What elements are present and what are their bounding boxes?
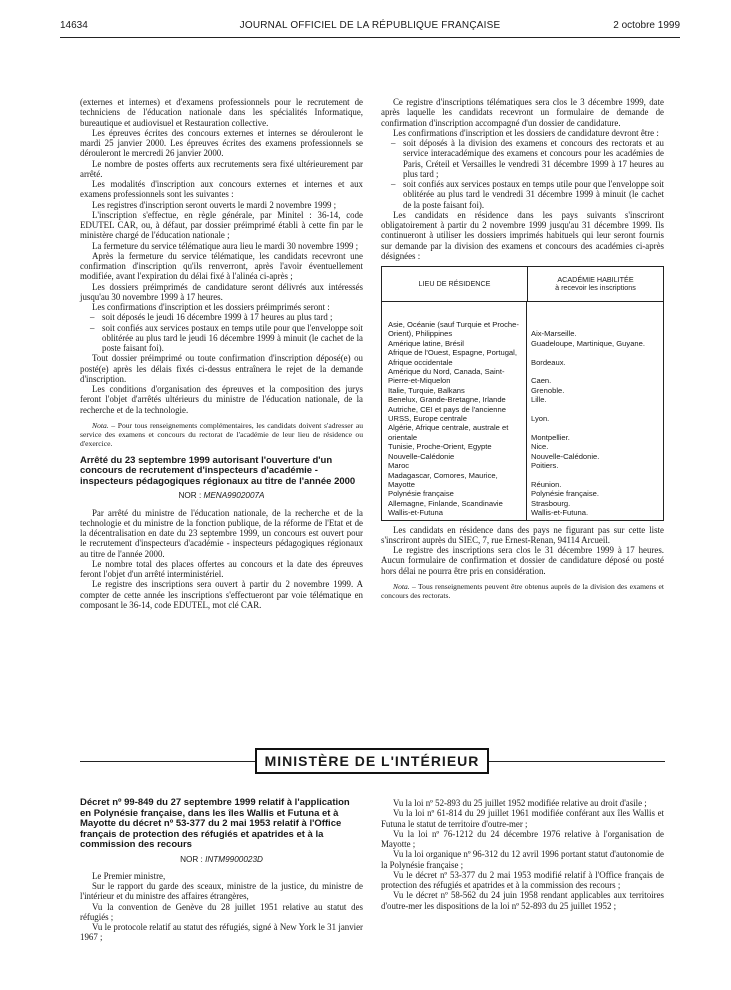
table-cell-residence: Afrique occidentale bbox=[388, 357, 453, 367]
table-cell-academie: Montpellier. bbox=[531, 432, 570, 442]
paragraph: (externes et internes) et d'examens professionnels pour le recrutement de techniciens de l'éducation nationale dans les spécialités Informatique, bureautique et audiovisuel et Restauration collective. bbox=[80, 97, 363, 128]
table-row-spacer bbox=[531, 423, 659, 432]
section-rule-left bbox=[80, 761, 255, 762]
table-cell-academie: Réunion. bbox=[531, 479, 562, 489]
paragraph: Après la fermeture du service télématique, les candidats recevront une confirmation d'inscription qu'ils renverront, après l'avoir éventuellement modifiée, avant l'expiration du délai fixé à l'alinéa ci-après ; bbox=[80, 250, 363, 282]
paragraph: L'inscription s'effectue, en règle générale, par Minitel : 36-14, code EDUTEL CAR, ou, à défaut, par dossier préimprimé établi à cette fin par le ministère chargé de l'éducation nationale ; bbox=[80, 209, 363, 241]
table-cell-academie: Grenoble. bbox=[531, 385, 565, 395]
table-cell-residence: Autriche, CEI et pays de l'ancienne bbox=[388, 404, 506, 414]
paragraph: Les modalités d'inscription aux concours externes et internes et aux examens professionnels sont les suivantes : bbox=[80, 179, 363, 200]
table-cell-academie: Lille. bbox=[531, 395, 547, 405]
academie-column bbox=[527, 302, 663, 520]
table-row-spacer bbox=[531, 405, 659, 414]
residence-table bbox=[381, 266, 664, 521]
paragraph: Vu le décret nº 58-562 du 24 juin 1958 rendant applicables aux territoires d'outre-mer les dispositions de la loi nº 52-893 du 25 juillet 1952 ; bbox=[381, 890, 664, 911]
paragraph: Les candidats en résidence dans les pays suivants s'inscriront obligatoirement à partir du 2 novembre 1999 jusqu'au 31 décembre 1999. Ils continueront à utiliser les dossiers imprimés habituels qui leur seront fournis sur demande par la division des examens et concours des académies ci-après désignées : bbox=[381, 209, 664, 261]
table-row-spacer bbox=[531, 367, 659, 376]
table-cell-academie: Lyon. bbox=[531, 414, 550, 423]
page-number: 14634 bbox=[60, 20, 88, 31]
nota-label: Nota. bbox=[393, 581, 410, 591]
table-cell-academie: Poitiers. bbox=[531, 461, 559, 471]
paragraph: Le registre des inscriptions sera clos le 31 décembre 1999 à 17 heures. Aucun formulaire de confirmation et dossier de candidature déposé ou posté hors délai ne pourra être pris en considération. bbox=[381, 545, 664, 576]
nota-text: – Pour tous renseignements complémentaires, les candidats doivent s'adresser au service des examens et concours du rectorat de l'académie de leur lieu de résidence ou d'exercice. bbox=[80, 420, 363, 448]
paragraph: Vu la loi nº 76-1212 du 24 décembre 1976 relative à l'organisation de Mayotte ; bbox=[381, 828, 664, 849]
table-header bbox=[382, 267, 663, 302]
table-cell-academie: Guadeloupe, Martinique, Guyane. bbox=[531, 338, 645, 348]
table-cell-residence: Pierre-et-Miquelon bbox=[388, 376, 451, 386]
table-row-spacer bbox=[531, 470, 659, 479]
paragraph: Le registre des inscriptions sera ouvert à partir du 2 novembre 1999. A compter de cette année les inscriptions s'effectueront par voie télématique en composant le 36-14, code EDUTEL, mot clé CAR. bbox=[80, 579, 363, 610]
decret-left-column bbox=[80, 798, 363, 943]
table-cell-residence: Asie, Océanie (sauf Turquie et Proche- bbox=[388, 320, 519, 329]
table-body bbox=[382, 302, 663, 520]
issue-date: 2 octobre 1999 bbox=[613, 20, 680, 31]
list-item: – soit confiés aux services postaux en temps utile pour que l'enveloppe soit oblitérée au plus tard le jeudi 16 décembre 1999 à minuit (le cachet de la poste faisant foi). bbox=[90, 322, 363, 353]
table-cell-academie: Polynésie française. bbox=[531, 489, 599, 499]
table-cell-residence: Madagascar, Comores, Maurice, bbox=[388, 470, 498, 480]
table-cell-residence: Amérique latine, Brésil bbox=[388, 338, 464, 348]
paragraph: Les confirmations d'inscription et les dossiers préimprimés seront : bbox=[92, 302, 330, 312]
table-cell-residence: Benelux, Grande-Bretagne, Irlande bbox=[388, 395, 506, 405]
arrete-title: Arrêté du 23 septembre 1999 autorisant l'ouverture d'un concours de recrutement d'inspecteurs d'académie - inspecteurs pédagogiques régionaux au titre de l'année 2000 bbox=[80, 454, 356, 487]
paragraph: Les conditions d'organisation des épreuves et la composition des jurys feront l'objet d'arrêtés ultérieurs du ministre de l'éducation nationale, de la recherche et de la technologie. bbox=[80, 384, 363, 415]
table-cell-residence: Polynésie française bbox=[388, 489, 454, 499]
arrete-nor: NOR : MENA9902007A bbox=[178, 491, 265, 501]
table-row-spacer bbox=[531, 348, 659, 357]
decret-title: Décret nº 99-849 du 27 septembre 1999 relatif à l'application en Polynésie française, dans les îles Wallis et Futuna et à Mayotte du décret nº 53-377 du 2 mai 1953 relatif à l'Office français de protection des réfugiés et apatrides et à la commission des recours bbox=[80, 797, 350, 850]
table-cell-academie: Strasbourg. bbox=[531, 498, 571, 508]
nota-note bbox=[381, 582, 664, 600]
column-header-academie: ACADÉMIE HABILITÉE à recevoir les inscriptions bbox=[555, 274, 636, 292]
paragraph: Les registres d'inscription seront ouverts le mardi 2 novembre 1999 ; bbox=[92, 199, 337, 210]
paragraph: Sur le rapport du garde des sceaux, ministre de la justice, du ministre de l'intérieur et du ministre des affaires étrangères, bbox=[80, 881, 363, 902]
table-cell-residence: Nouvelle-Calédonie bbox=[388, 451, 455, 461]
page-header bbox=[60, 20, 680, 34]
paragraph: Le Premier ministre, bbox=[92, 870, 166, 881]
table-cell-residence: orientale bbox=[388, 432, 418, 442]
paragraph: Les dossiers préimprimés de candidature seront délivrés aux intéressés jusqu'au 30 novembre 1999 à 17 heures. bbox=[80, 281, 363, 302]
paragraph: Les candidats en résidence dans des pays ne figurant pas sur cette liste s'inscriront auprès du SIEC, 7, rue Ernest-Renan, 94114 Arcueil. bbox=[381, 524, 664, 545]
right-column bbox=[381, 97, 664, 600]
paragraph: Tout dossier préimprimé ou toute confirmation d'inscription déposé(e) ou posté(e) après les délais fixés ci-dessus entraînera le rejet de la demande d'inscription. bbox=[80, 353, 363, 384]
table-cell-residence: Afrique de l'Ouest, Espagne, Portugal, bbox=[388, 348, 517, 358]
decret-nor-code: INTM9900023D bbox=[205, 854, 263, 864]
column-header-residence: LIEU DE RÉSIDENCE bbox=[382, 267, 528, 301]
paragraph: Vu la convention de Genève du 28 juillet 1951 relative au statut des réfugiés ; bbox=[80, 901, 363, 922]
table-cell-residence: Algérie, Afrique centrale, australe et bbox=[388, 423, 509, 433]
paragraph: La fermeture du service télématique aura lieu le mardi 30 novembre 1999 ; bbox=[92, 240, 359, 251]
table-cell-residence: Orient), Philippines bbox=[388, 329, 453, 339]
decret-nor: NOR : INTM9900023D bbox=[180, 854, 263, 864]
paragraph: Le nombre de postes offerts aux recrutements sera fixé ultérieurement par arrêté. bbox=[80, 158, 363, 179]
paragraph: Vu le protocole relatif au statut des réfugiés, signé à New York le 31 janvier 1967 ; bbox=[80, 922, 363, 943]
nota-label: Nota. bbox=[92, 420, 109, 430]
list-item: – soit déposés à la division des examens et concours des rectorats et au service interacadémique des examens et concours pour les académies de Paris, Créteil et Versailles le vendredi 31 décembre 1999 à 17 heures au plus tard ; bbox=[391, 138, 664, 179]
decret-right-column bbox=[381, 798, 664, 911]
paragraph: Ce registre d'inscriptions télématiques sera clos le 3 décembre 1999, date après laquelle les candidats recevront un formulaire de demande de confirmation d'inscription accompagné d'un dossier de candidature. bbox=[381, 97, 664, 128]
table-cell-academie: Wallis-et-Futuna. bbox=[531, 508, 589, 518]
residence-column bbox=[382, 302, 527, 520]
paragraph: Les confirmations d'inscription et les dossiers de candidature devront être : bbox=[393, 127, 659, 138]
ministry-heading bbox=[255, 748, 489, 774]
paragraph: Par arrêté du ministre de l'éducation nationale, de la recherche et de la technologie et du ministre de la fonction publique, de la réforme de l'Etat et de la décentralisation en date du 23 septembre 1999, un concours est ouvert pour le recrutement d'inspecteurs d'académie - inspecteurs pédagogiques régionaux au titre de l'année 2000. bbox=[80, 507, 363, 559]
left-column bbox=[80, 97, 363, 610]
table-cell-academie: Caen. bbox=[531, 376, 552, 386]
table-cell-residence: Wallis-et-Futuna bbox=[388, 508, 443, 518]
table-cell-residence: Allemagne, Finlande, Scandinavie bbox=[388, 498, 503, 508]
paragraph: Vu la loi nº 52-893 du 25 juillet 1952 modifiée relative au droit d'asile ; bbox=[393, 798, 647, 808]
table-cell-academie: Nouvelle-Calédonie. bbox=[531, 451, 600, 461]
table-cell-residence: Maroc bbox=[388, 461, 410, 471]
arrete-nor-code: MENA9902007A bbox=[203, 491, 265, 501]
paragraph: Vu la loi organique nº 96-312 du 12 avril 1996 portant statut d'autonomie de la Polynésie française ; bbox=[381, 849, 664, 870]
table-cell-residence: Tunisie, Proche-Orient, Egypte bbox=[388, 442, 492, 452]
section-rule-right bbox=[489, 761, 665, 762]
journal-title: JOURNAL OFFICIEL DE LA RÉPUBLIQUE FRANÇAISE bbox=[239, 20, 501, 31]
table-cell-academie: Aix-Marseille. bbox=[531, 329, 577, 339]
table-cell-academie: Bordeaux. bbox=[531, 357, 566, 367]
paragraph: Vu le décret nº 53-377 du 2 mai 1953 modifié relatif à l'Office français de protection des réfugiés et apatrides et à la commission des recours ; bbox=[381, 869, 664, 890]
table-cell-residence: URSS, Europe centrale bbox=[388, 414, 467, 424]
table-cell-residence: Mayotte bbox=[388, 479, 416, 489]
nota-text: – Tous renseignements peuvent être obtenus auprès de la division des examens et concours des rectorats. bbox=[381, 581, 664, 600]
table-cell-residence: Amérique du Nord, Canada, Saint- bbox=[388, 367, 505, 377]
list-item: – soit confiés aux services postaux en temps utile pour que l'enveloppe soit oblitérée au plus tard le vendredi 31 décembre 1999 à minuit (le cachet de la poste faisant foi). bbox=[391, 179, 664, 210]
paragraph: Les épreuves écrites des concours externes et internes se dérouleront le mardi 25 janvier 2000. Les épreuves écrites des examens professionnels se dérouleront le mercredi 26 janvier 2000. bbox=[80, 127, 363, 159]
table-cell-academie: Nice. bbox=[531, 442, 549, 452]
paragraph: Vu la loi nº 61-814 du 29 juillet 1961 modifiée conférant aux îles Wallis et Futuna le statut de territoire d'outre-mer ; bbox=[381, 808, 664, 829]
table-row-spacer bbox=[531, 320, 659, 329]
paragraph: Le nombre total des places offertes au concours et la date des épreuves feront l'objet d'un arrêté interministériel. bbox=[80, 558, 363, 579]
list-item: – soit déposés le jeudi 16 décembre 1999 à 17 heures au plus tard ; bbox=[90, 312, 333, 323]
header-rule bbox=[60, 37, 680, 38]
table-cell-residence: Italie, Turquie, Balkans bbox=[388, 385, 465, 395]
nota-note bbox=[80, 421, 363, 448]
ministry-title: MINISTÈRE DE L'INTÉRIEUR bbox=[264, 753, 480, 769]
